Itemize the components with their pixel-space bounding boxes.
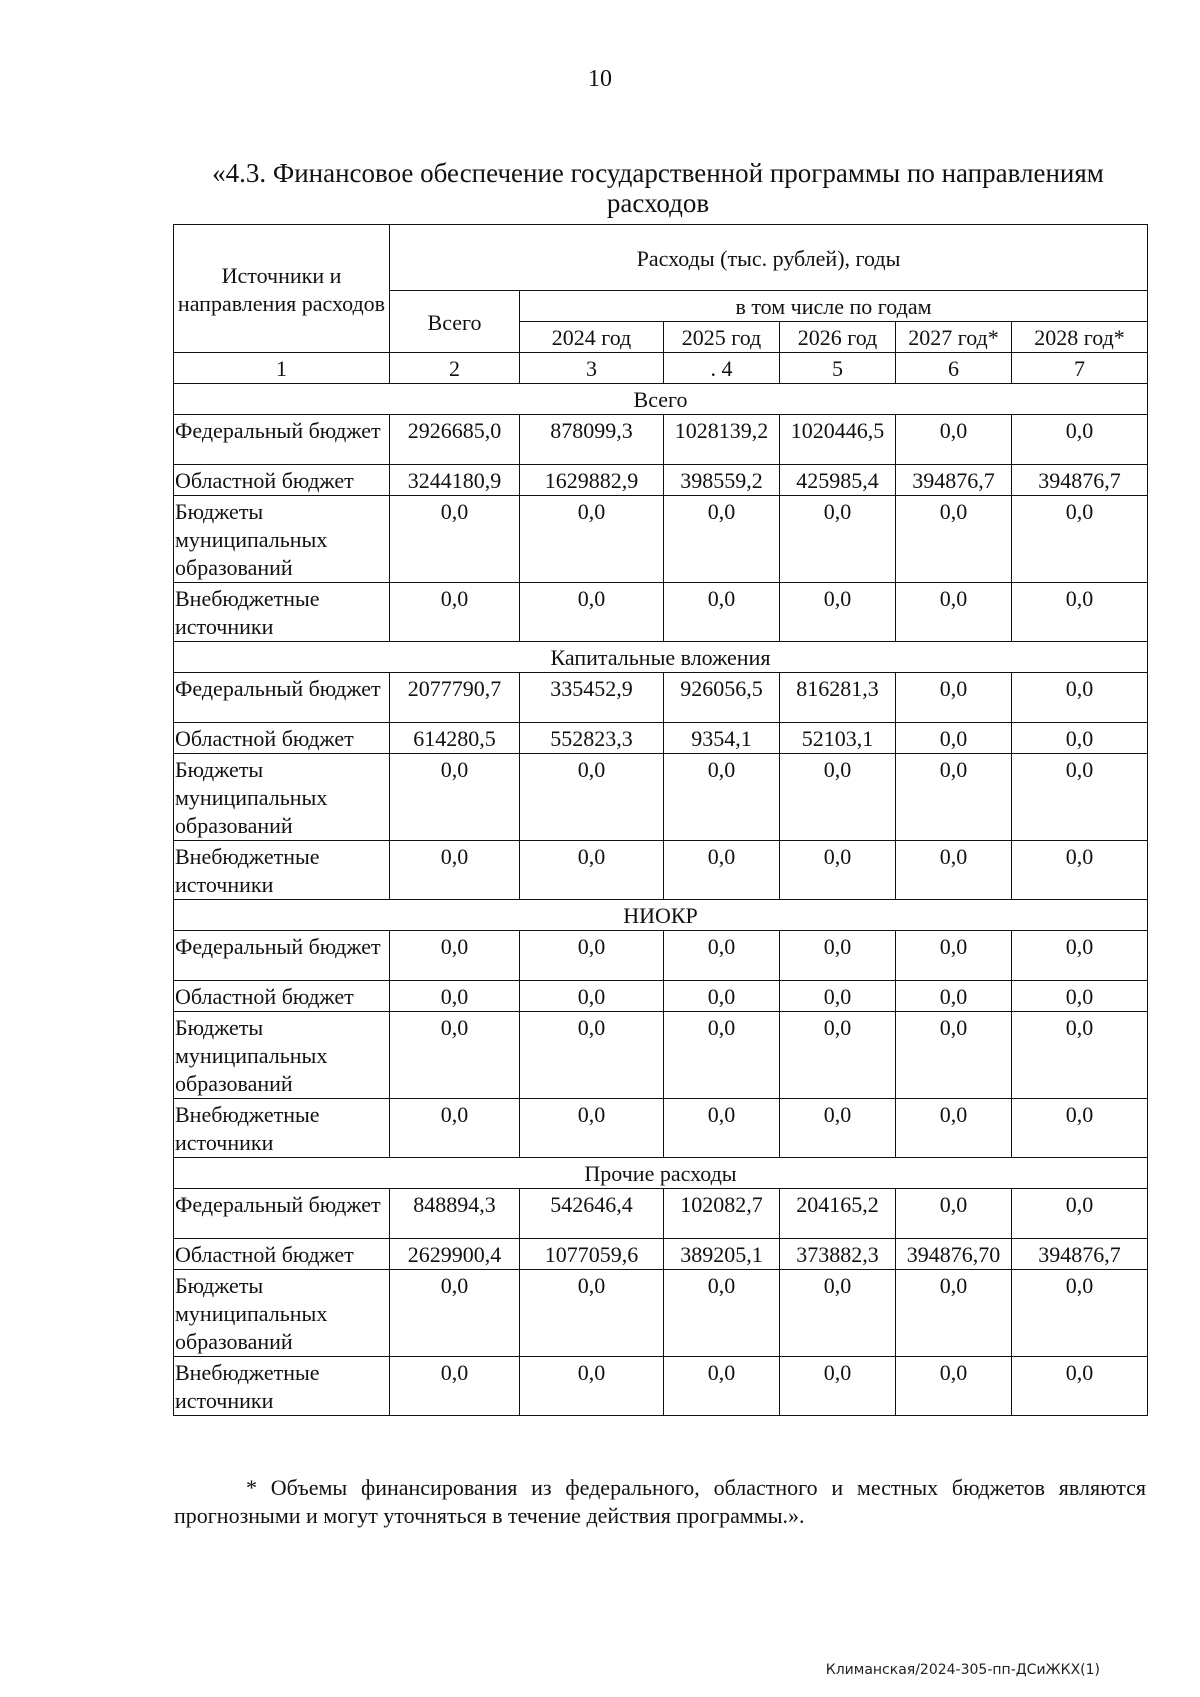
value-cell: 398559,2 [664, 465, 780, 496]
table-row [174, 981, 1148, 1012]
source-cell: Областной бюджет [174, 465, 390, 496]
table-row [174, 465, 1148, 496]
column-index: 3 [520, 353, 664, 384]
source-cell: Бюджеты муниципальных образований [174, 1270, 390, 1357]
header-year: 2026 год [780, 322, 896, 353]
header-row-1 [174, 225, 1148, 291]
value-cell: 0,0 [520, 981, 664, 1012]
value-cell: 0,0 [896, 1270, 1012, 1357]
value-cell: 0,0 [1012, 931, 1148, 981]
source-cell: Бюджеты муниципальных образований [174, 754, 390, 841]
value-cell: 9354,1 [664, 723, 780, 754]
value-cell: 0,0 [896, 583, 1012, 642]
value-cell: 614280,5 [390, 723, 520, 754]
header-total: Всего [390, 291, 520, 353]
page-number: 10 [588, 66, 612, 92]
value-cell: 0,0 [390, 981, 520, 1012]
value-cell: 0,0 [780, 754, 896, 841]
column-index: 6 [896, 353, 1012, 384]
value-cell: 3244180,9 [390, 465, 520, 496]
value-cell: 0,0 [896, 1189, 1012, 1239]
value-cell: 204165,2 [780, 1189, 896, 1239]
value-cell: 0,0 [780, 1099, 896, 1158]
source-cell: Бюджеты муниципальных образований [174, 1012, 390, 1099]
table-row [174, 1270, 1148, 1357]
table-row [174, 1239, 1148, 1270]
value-cell: 0,0 [780, 931, 896, 981]
table-row [174, 1012, 1148, 1099]
table-row [174, 723, 1148, 754]
value-cell: 0,0 [896, 754, 1012, 841]
value-cell: 0,0 [780, 583, 896, 642]
value-cell: 0,0 [664, 1099, 780, 1158]
value-cell: 0,0 [896, 981, 1012, 1012]
value-cell: 0,0 [896, 723, 1012, 754]
value-cell: 0,0 [896, 415, 1012, 465]
value-cell: 0,0 [780, 841, 896, 900]
source-cell: Федеральный бюджет [174, 931, 390, 981]
section-title: Прочие расходы [174, 1158, 1148, 1189]
value-cell: 0,0 [664, 931, 780, 981]
document-title: «4.3. Финансовое обеспечение государственной программы по направлениям расходов [212, 158, 1104, 218]
value-cell: 926056,5 [664, 673, 780, 723]
value-cell: 1020446,5 [780, 415, 896, 465]
source-cell: Федеральный бюджет [174, 415, 390, 465]
value-cell: 0,0 [1012, 496, 1148, 583]
table-row [174, 754, 1148, 841]
value-cell: 0,0 [520, 1357, 664, 1416]
value-cell: 0,0 [780, 496, 896, 583]
value-cell: 0,0 [1012, 981, 1148, 1012]
value-cell: 1077059,6 [520, 1239, 664, 1270]
value-cell: 0,0 [664, 496, 780, 583]
header-year: 2028 год* [1012, 322, 1148, 353]
value-cell: 2077790,7 [390, 673, 520, 723]
source-cell: Федеральный бюджет [174, 673, 390, 723]
value-cell: 0,0 [664, 981, 780, 1012]
value-cell: 0,0 [1012, 1357, 1148, 1416]
column-index: 7 [1012, 353, 1148, 384]
value-cell: 0,0 [1012, 673, 1148, 723]
value-cell: 0,0 [390, 1270, 520, 1357]
value-cell: 0,0 [896, 496, 1012, 583]
source-cell: Внебюджетные источники [174, 583, 390, 642]
value-cell: 0,0 [1012, 841, 1148, 900]
value-cell: 0,0 [390, 931, 520, 981]
value-cell: 1028139,2 [664, 415, 780, 465]
value-cell: 394876,7 [1012, 1239, 1148, 1270]
section-title: Капитальные вложения [174, 642, 1148, 673]
value-cell: 0,0 [1012, 415, 1148, 465]
value-cell: 0,0 [1012, 583, 1148, 642]
value-cell: 0,0 [664, 841, 780, 900]
value-cell: 0,0 [520, 1099, 664, 1158]
financing-table-body [174, 225, 1148, 1416]
section-row [174, 384, 1148, 415]
value-cell: 0,0 [1012, 1099, 1148, 1158]
value-cell: 389205,1 [664, 1239, 780, 1270]
header-including: в том числе по годам [520, 291, 1148, 322]
value-cell: 335452,9 [520, 673, 664, 723]
value-cell: 878099,3 [520, 415, 664, 465]
table-row [174, 583, 1148, 642]
value-cell: 1629882,9 [520, 465, 664, 496]
value-cell: 0,0 [520, 754, 664, 841]
table-row [174, 673, 1148, 723]
header-sources: Источники и направления расходов [174, 225, 390, 353]
value-cell: 0,0 [664, 1012, 780, 1099]
source-cell: Внебюджетные источники [174, 1357, 390, 1416]
section-title: Всего [174, 384, 1148, 415]
value-cell: 0,0 [664, 754, 780, 841]
table-row [174, 496, 1148, 583]
source-cell: Областной бюджет [174, 981, 390, 1012]
value-cell: 0,0 [520, 1012, 664, 1099]
column-index: 1 [174, 353, 390, 384]
value-cell: 0,0 [390, 496, 520, 583]
value-cell: 0,0 [896, 841, 1012, 900]
value-cell: 0,0 [390, 1357, 520, 1416]
value-cell: 0,0 [780, 1357, 896, 1416]
document-code: Климанская/2024-305-пп-ДСиЖКХ(1) [825, 1662, 1100, 1678]
value-cell: 0,0 [664, 583, 780, 642]
value-cell: 0,0 [390, 841, 520, 900]
value-cell: 0,0 [520, 1270, 664, 1357]
header-year: 2024 год [520, 322, 664, 353]
value-cell: 0,0 [896, 931, 1012, 981]
table-row [174, 931, 1148, 981]
value-cell: 0,0 [520, 931, 664, 981]
value-cell: 0,0 [896, 1357, 1012, 1416]
value-cell: 0,0 [896, 1012, 1012, 1099]
source-cell: Областной бюджет [174, 1239, 390, 1270]
value-cell: 0,0 [1012, 1012, 1148, 1099]
value-cell: 0,0 [520, 583, 664, 642]
column-index: 5 [780, 353, 896, 384]
value-cell: 52103,1 [780, 723, 896, 754]
value-cell: 848894,3 [390, 1189, 520, 1239]
column-index: 2 [390, 353, 520, 384]
value-cell: 394876,7 [1012, 465, 1148, 496]
value-cell: 0,0 [520, 496, 664, 583]
column-index: . 4 [664, 353, 780, 384]
value-cell: 2629900,4 [390, 1239, 520, 1270]
table-row [174, 1099, 1148, 1158]
value-cell: 0,0 [664, 1357, 780, 1416]
value-cell: 0,0 [780, 1012, 896, 1099]
footnote: * Объемы финансирования из федерального, областного и местных бюджетов являются прогнозными и могут уточняться в течение действия программы.». [174, 1475, 1146, 1528]
value-cell: 0,0 [1012, 723, 1148, 754]
value-cell: 0,0 [1012, 754, 1148, 841]
table-row [174, 1189, 1148, 1239]
header-expenses: Расходы (тыс. рублей), годы [390, 225, 1148, 291]
financing-table [173, 224, 1148, 1416]
value-cell: 0,0 [390, 583, 520, 642]
value-cell: 425985,4 [780, 465, 896, 496]
value-cell: 0,0 [1012, 1270, 1148, 1357]
column-index-row [174, 353, 1148, 384]
source-cell: Бюджеты муниципальных образований [174, 496, 390, 583]
value-cell: 0,0 [520, 841, 664, 900]
value-cell: 102082,7 [664, 1189, 780, 1239]
source-cell: Внебюджетные источники [174, 1099, 390, 1158]
table-row [174, 1357, 1148, 1416]
value-cell: 394876,70 [896, 1239, 1012, 1270]
source-cell: Внебюджетные источники [174, 841, 390, 900]
source-cell: Федеральный бюджет [174, 1189, 390, 1239]
value-cell: 0,0 [896, 1099, 1012, 1158]
value-cell: 394876,7 [896, 465, 1012, 496]
value-cell: 0,0 [390, 1012, 520, 1099]
value-cell: 816281,3 [780, 673, 896, 723]
value-cell: 552823,3 [520, 723, 664, 754]
section-title: НИОКР [174, 900, 1148, 931]
section-row [174, 900, 1148, 931]
header-year: 2025 год [664, 322, 780, 353]
section-row [174, 642, 1148, 673]
header-year: 2027 год* [896, 322, 1012, 353]
value-cell: 0,0 [896, 673, 1012, 723]
value-cell: 0,0 [780, 1270, 896, 1357]
table-row [174, 415, 1148, 465]
section-row [174, 1158, 1148, 1189]
value-cell: 0,0 [780, 981, 896, 1012]
value-cell: 0,0 [390, 754, 520, 841]
table-row [174, 841, 1148, 900]
value-cell: 542646,4 [520, 1189, 664, 1239]
value-cell: 0,0 [664, 1270, 780, 1357]
value-cell: 0,0 [390, 1099, 520, 1158]
value-cell: 0,0 [1012, 1189, 1148, 1239]
value-cell: 2926685,0 [390, 415, 520, 465]
source-cell: Областной бюджет [174, 723, 390, 754]
value-cell: 373882,3 [780, 1239, 896, 1270]
